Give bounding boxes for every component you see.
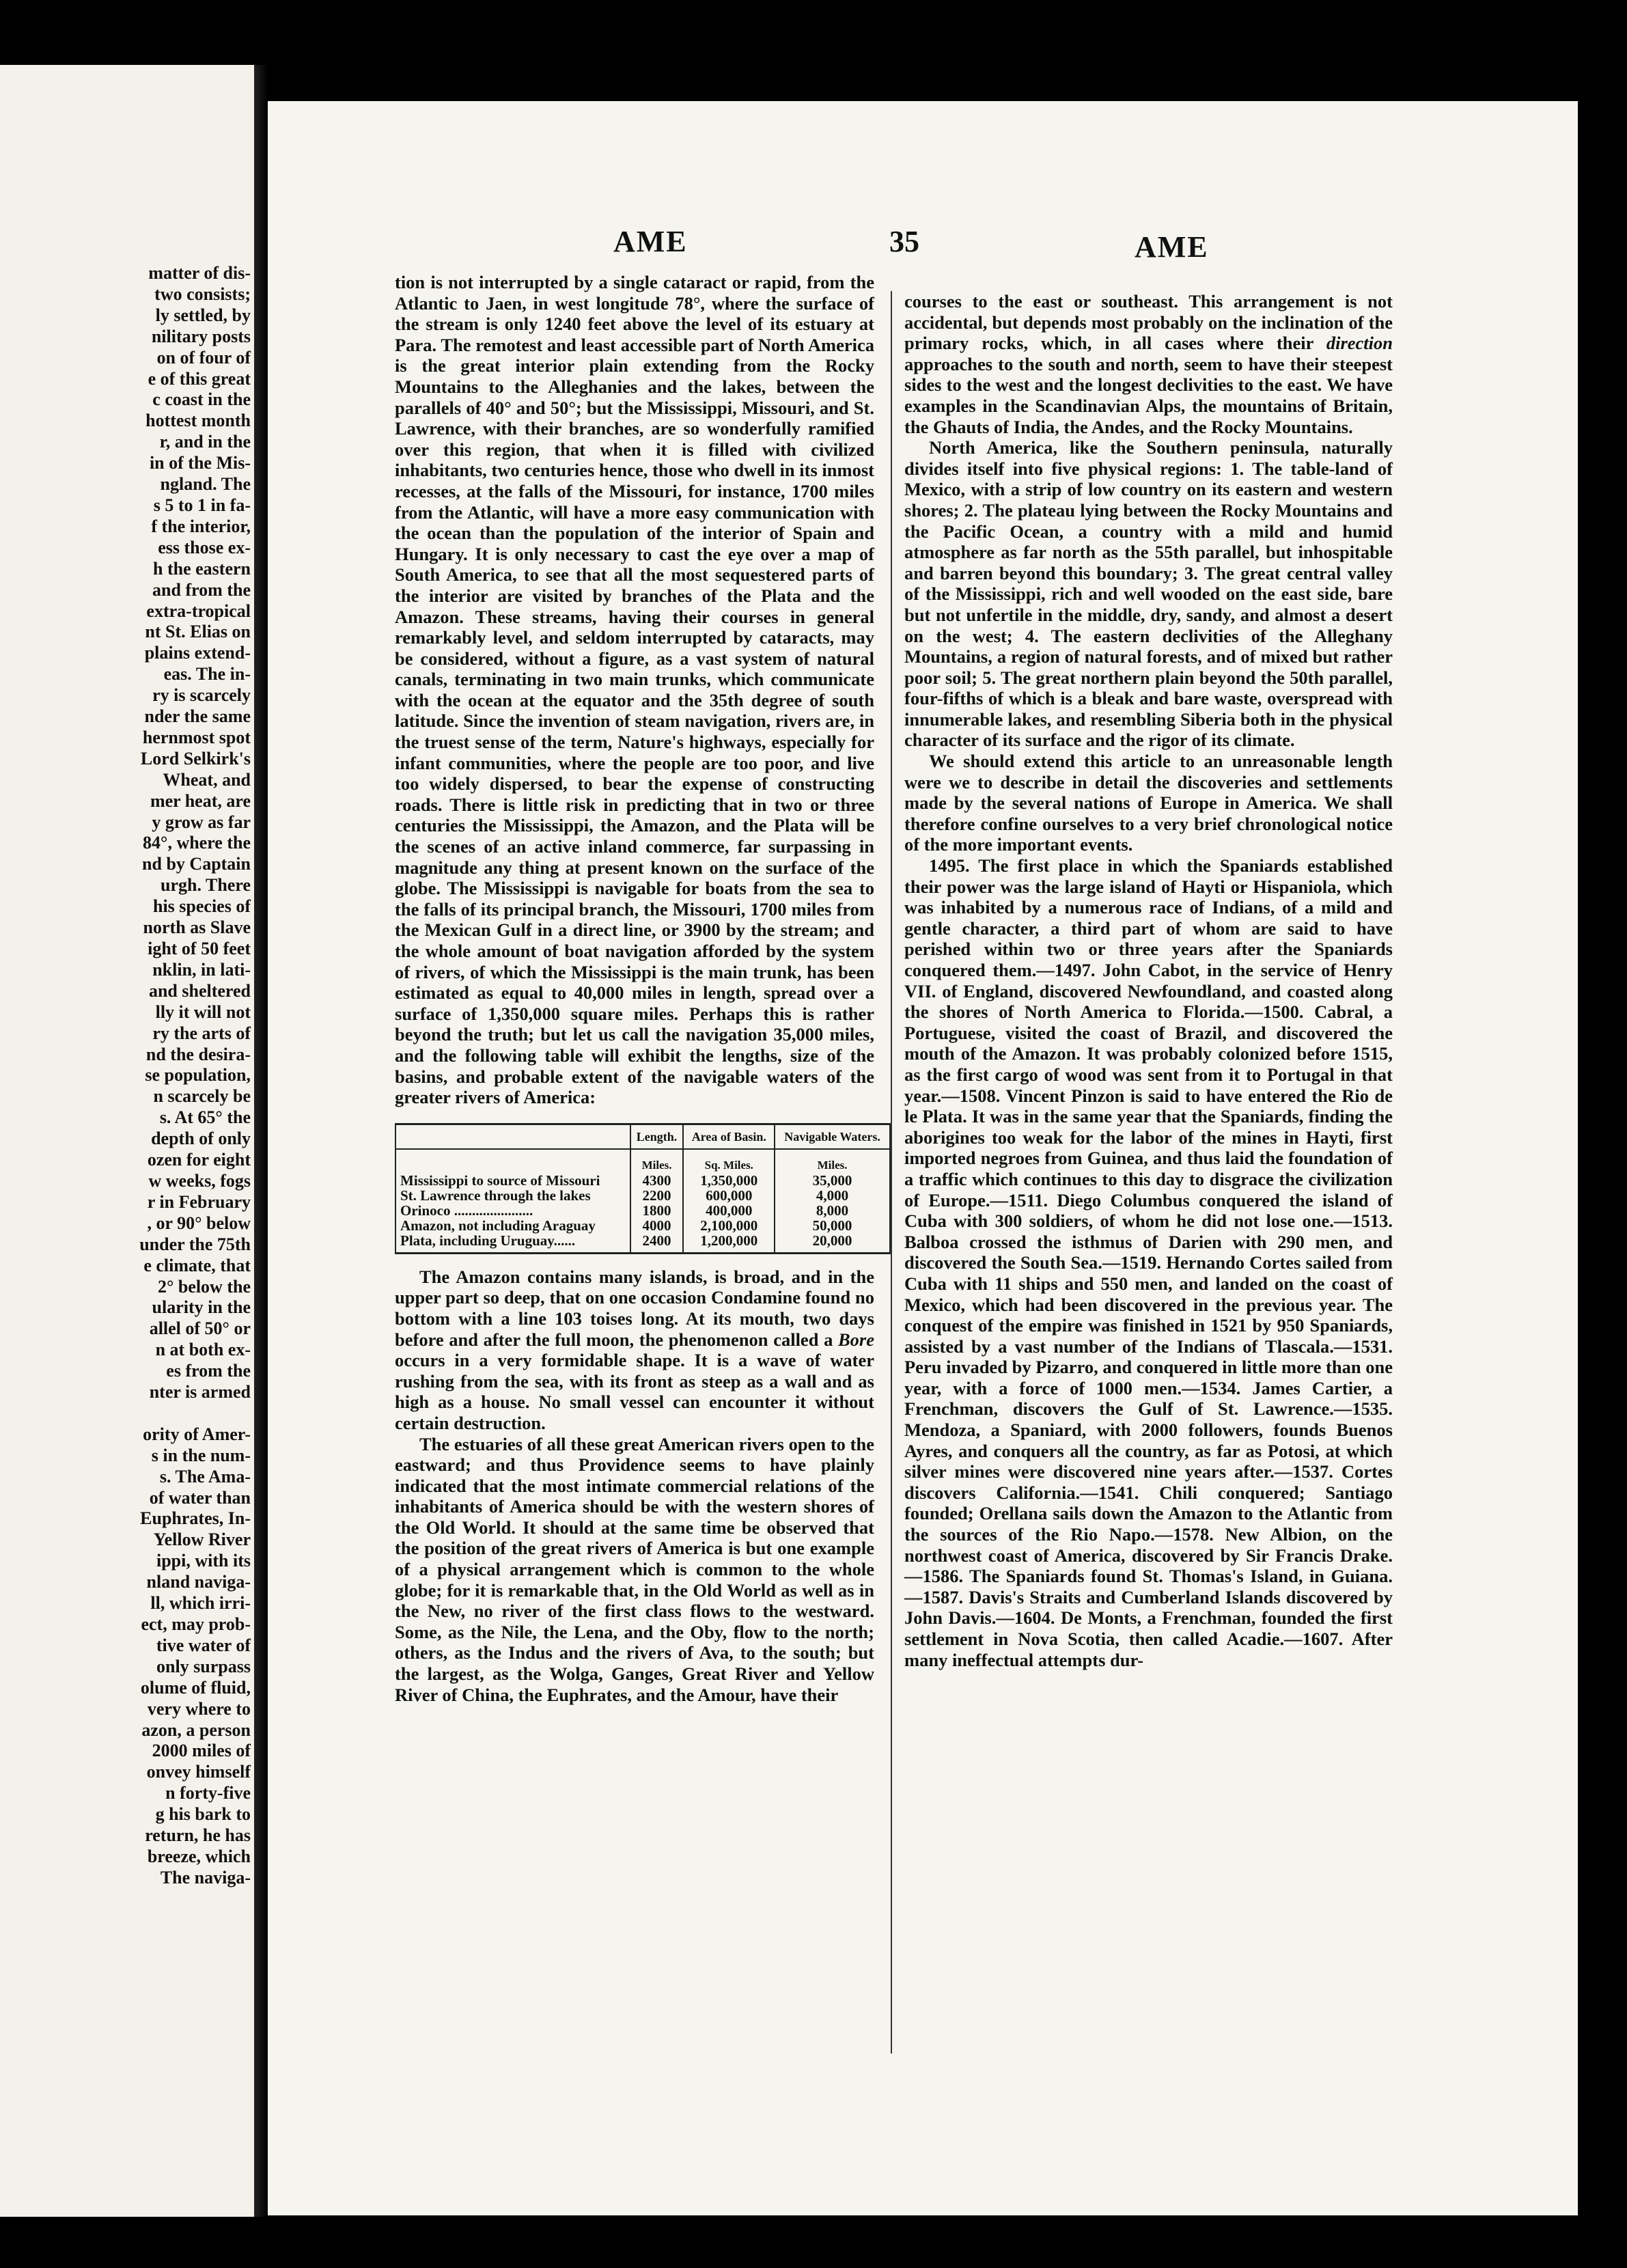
table-row	[395, 1188, 890, 1203]
table-header-river	[395, 1124, 630, 1149]
facing-page-line: es from the	[166, 1361, 251, 1381]
facing-page-line: urgh. There	[161, 875, 251, 896]
river-navigable: 4,000	[775, 1188, 890, 1203]
table-header-area: Area of Basin.	[683, 1124, 775, 1149]
facing-page-line: nder the same	[144, 706, 251, 727]
facing-page-line: extra-tropical	[146, 600, 251, 621]
facing-page-line: Lord Selkirk's	[140, 748, 251, 769]
river-length: 4300	[630, 1173, 684, 1188]
river-area: 1,350,000	[683, 1173, 775, 1188]
paragraph-amazon-bore	[395, 1267, 874, 1434]
facing-page-line: g his bark to	[155, 1804, 251, 1825]
column-divider	[891, 291, 892, 2053]
river-length: 2200	[630, 1188, 684, 1203]
facing-page-line: 2000 miles of	[152, 1741, 251, 1761]
facing-page-fragment	[0, 65, 256, 2217]
facing-page-line: allel of 50° or	[149, 1318, 251, 1339]
facing-page-line: 2° below the	[157, 1276, 251, 1297]
paragraph-estuaries: The estuaries of all these great American rivers open to the eastward; and thus Providence seems to have plainly indicated that the most intimate commercial relations of the inhabitants of America should be with the western shores of the Old World. It should at the same time be observed that the position of the great rivers of America is but one example of a physical arrangement which is common to the whole globe; for it is remarkable that, in the Old World as well as in the New, no river of the first class flows to the westward. Some, as the Nile, the Lena, and the Oby, flow to the north; others, as the Indus and the rivers of Ava, to the south; but the largest, as the Wolga, Ganges, Great River and Yellow River of China, the Euphrates, and the Amour, have their	[395, 1433, 874, 1705]
facing-page-line: on of four of	[156, 347, 251, 368]
facing-page-line: nter is armed	[149, 1382, 251, 1402]
paragraph-discoveries-intro: We should extend this article to an unreasonable length were we to describe in detail the discoveries and settlements made by the several nations of Europe in America. We shall therefore confine ourselves to a very brief chronological notice of the more important events.	[904, 751, 1393, 855]
facing-page-line: f the interior,	[151, 516, 251, 536]
facing-page-line: in of the Mis-	[149, 453, 251, 473]
document-page	[268, 101, 1578, 2215]
river-navigable: 8,000	[775, 1203, 890, 1218]
facing-page-line: The naviga-	[160, 1867, 251, 1887]
table-unit-length: Miles.	[630, 1149, 684, 1173]
facing-page-line: nklin, in lati-	[152, 959, 251, 980]
facing-page-line: lly it will not	[155, 1001, 251, 1022]
facing-page-line	[0, 1403, 251, 1424]
left-column	[395, 272, 880, 1705]
header-left-word: AME	[613, 225, 688, 258]
facing-page-line: mer heat, are	[150, 790, 251, 811]
river-navigable: 20,000	[775, 1233, 890, 1254]
paragraph-rivers-interior: tion is not interrupted by a single cataract or rapid, from the Atlantic to Jaen, in west longitude 78°, where the surface of the stream is only 1240 feet above the level of its estuary at Para. The remotest and least accessible part of North America is the great interior plain extending from the Rocky Mountains to the Alleghanies and the lakes, between the parallels of 40° and 50°; but the Mississippi, Missouri, and St. Lawrence, with their branches, are so wonderfully ramified over this region, that when it is filled with civilized inhabitants, two centuries hence, those who dwell in its inmost recesses, at the falls of the Missouri, for instance, 1700 miles from the Atlantic, will have a more easy communication with the ocean than the population of the interior of Spain and Hungary. It is only necessary to cast the eye over a map of South America, to see that all the most sequestered parts of the interior are visited by branches of the Plata and the Amazon. These streams, having their courses in general remarkably level, and seldom interrupted by cataracts, may be considered, without a figure, as a vast system of natural canals, terminating in two main trunks, which communicate with the ocean at the equator and the 35th degree of south latitude. Since the invention of steam navigation, rivers are, in the truest sense of the term, Nature's highways, especially for infant communities, where the people are too poor, and live too widely dispersed, to bear the expense of constructing roads. There is little risk in predicting that in two or three centuries the Mississippi, the Amazon, and the Plata will be the scenes of an active inland commerce, far surpassing in magnitude any thing at present known on the surface of the globe. The Mississippi is navigable for boats from the sea to the falls of its principal branch, the Missouri, 1700 miles from the Mexican Gulf in a direct line, or 3900 by the stream; and the whole amount of boat navigation afforded by the system of rivers, of which the Mississippi is the main trunk, has been estimated as equal to 40,000 miles in length, spread over a surface of 1,350,000 square miles. Perhaps this is rather beyond the truth; but let us call the navigation 35,000 miles, and the following table will exhibit the lengths, size of the basins, and probable extent of the navigable waters of the greater rivers of America:	[395, 272, 874, 1108]
facing-page-line: ry the arts of	[152, 1023, 251, 1043]
river-navigable: 50,000	[775, 1218, 890, 1233]
river-length: 4000	[630, 1218, 684, 1233]
table-header-row	[395, 1124, 890, 1149]
facing-page-line: Yellow River	[153, 1530, 251, 1550]
facing-page-line: n scarcely be	[153, 1086, 251, 1107]
page-number: 35	[889, 225, 919, 258]
arrangement-text-b: approaches to the south and north, seem to have their steepest sides to the west and the longest declivities to the east. We have examples in the Scandinavian Alps, the mountains of Britain, the Ghauts of India, the Andes, and the Rocky Mountains.	[904, 353, 1393, 437]
running-header	[268, 224, 1578, 265]
facing-page-line: return, he has	[145, 1825, 251, 1846]
facing-page-line: nland naviga-	[146, 1572, 251, 1592]
river-name: Amazon, not including Araguay	[395, 1218, 630, 1233]
facing-page-line: s. At 65° the	[159, 1107, 251, 1128]
table-row	[395, 1203, 890, 1218]
table-unit-blank	[395, 1149, 630, 1173]
river-name: Plata, including Uruguay......	[395, 1233, 630, 1254]
facing-page-line: ozen for eight	[147, 1150, 251, 1170]
arrangement-text-a: courses to the east or southeast. This arrangement is not accidental, but depends most probably on the inclination of the primary rocks, which, in all cases where their	[904, 291, 1393, 354]
facing-page-line: se population,	[145, 1065, 251, 1085]
facing-page-line: Euphrates, In-	[140, 1508, 251, 1529]
table-row	[395, 1173, 890, 1188]
facing-page-text	[0, 263, 251, 1889]
facing-page-line: 84°, where the	[143, 833, 251, 853]
facing-page-line: y grow as far	[152, 812, 251, 832]
river-name: Mississippi to source of Missouri	[395, 1173, 630, 1188]
facing-page-line: c coast in the	[152, 389, 251, 410]
facing-page-line: under the 75th	[139, 1234, 251, 1254]
page-gutter	[254, 65, 268, 2217]
facing-page-line: ly settled, by	[155, 305, 251, 325]
facing-page-line: tive water of	[156, 1635, 251, 1655]
facing-page-line: ll, which irri-	[150, 1593, 251, 1614]
paragraph-chronology: 1495. The first place in which the Spaniards established their power was the large island of Hayti or Hispaniola, which was inhabited by a numerous race of Indians, of a mild and gentle character, a third part of whom are said to have perished within two or three years after the Spaniards conquered them.—1497. John Cabot, in the service of Henry VII. of England, discovered Newfoundland, and coasted along the shores of North America to Florida.—1500. Cabral, a Portuguese, visited the coast of Brazil, and discovered the mouth of the Amazon. It was probably colonized before 1515, as the first cargo of wood was sent from it to Portugal in that year.—1508. Vincent Pinzon is said to have entered the Rio de le Plata. It was in the same year that the Spaniards, finding the aborigines too weak for the labor of the mines in Hayti, first imported negroes from Guinea, and thus laid the foundation of a traffic which continues to this day to disgrace the civilization of Europe.—1511. Diego Columbus conquered the island of Cuba with 300 soldiers, of whom he did not lose one.—1513. Balboa crossed the isthmus of Darien with 290 men, and discovered the South Sea.—1519. Hernando Cortes sailed from Cuba with 11 ships and 550 men, and landed on the coast of Mexico, which had been discovered in the previous year. The conquest of the empire was finished in 1521 by 950 Spaniards, assisted by a vast number of the Indians of Tlascala.—1531. Peru invaded by Pizarro, and conquered in little more than one year, with a force of 1000 men.—1534. James Cartier, a Frenchman, discovers the Gulf of St. Lawrence.—1535. Mendoza, a Spaniard, with 2000 followers, founds Buenos Ayres, and conquers all the country, as far as Potosi, at which silver mines were discovered nine years after.—1537. Cortes discovers California.—1541. Chili conquered; Santiago founded; Orellana sails down the Amazon to the Atlantic from the sources of the Rio Napo.—1578. New Albion, on the northwest coast of America, discovered by Sir Francis Drake.—1586. The Spaniards found St. Thomas's Island, in Guiana.—1587. Davis's Straits and Cumberland Islands discovered by John Davis.—1604. De Monts, a Frenchman, founded the first settlement in Nova Scotia, then called Acadie.—1607. After many ineffectual attempts dur-	[904, 855, 1393, 1670]
facing-page-line: hernmost spot	[142, 727, 251, 747]
facing-page-line: eas. The in-	[163, 664, 251, 684]
facing-page-line: depth of only	[151, 1129, 251, 1149]
facing-page-line: his species of	[153, 896, 251, 917]
facing-page-line: ry is scarcely	[152, 685, 251, 706]
river-length: 2400	[630, 1233, 684, 1254]
table-unit-navigable: Miles.	[775, 1149, 890, 1173]
river-name: Orinoco ......................	[395, 1203, 630, 1218]
river-name: St. Lawrence through the lakes	[395, 1188, 630, 1203]
facing-page-line: and sheltered	[148, 980, 251, 1001]
facing-page-line: onvey himself	[146, 1762, 251, 1782]
facing-page-line: breeze, which	[147, 1846, 251, 1866]
facing-page-line: n forty-five	[165, 1783, 251, 1803]
paragraph-arrangement	[904, 291, 1393, 437]
facing-page-line: r in February	[147, 1191, 251, 1212]
facing-page-line: n at both ex-	[155, 1340, 251, 1360]
facing-page-line: nilitary posts	[151, 326, 251, 346]
facing-page-line: olume of fluid,	[140, 1677, 251, 1698]
facing-page-line: nd the desira-	[145, 1044, 251, 1064]
direction-term: direction	[1326, 333, 1393, 354]
facing-page-line: hottest month	[145, 411, 251, 431]
facing-page-line: ularity in the	[152, 1297, 251, 1318]
table-unit-area: Sq. Miles.	[683, 1149, 775, 1173]
table-row	[395, 1218, 890, 1233]
facing-page-line: only surpass	[156, 1656, 251, 1676]
bore-term: Bore	[838, 1329, 874, 1350]
facing-page-line: e of this great	[148, 368, 251, 389]
facing-page-line: , or 90° below	[147, 1213, 251, 1233]
table-row	[395, 1233, 890, 1254]
river-area: 1,200,000	[683, 1233, 775, 1254]
facing-page-line: and from the	[152, 579, 251, 600]
facing-page-line: azon, a person	[141, 1719, 251, 1740]
facing-page-line: plains extend-	[144, 643, 251, 663]
facing-page-line: w weeks, fogs	[148, 1170, 251, 1191]
facing-page-line: ess those ex-	[158, 537, 251, 557]
river-length: 1800	[630, 1203, 684, 1218]
facing-page-line: h the eastern	[153, 558, 251, 579]
facing-page-line: of water than	[149, 1487, 251, 1508]
table-units-row	[395, 1149, 890, 1173]
header-right-word: AME	[1135, 230, 1209, 264]
amazon-text-a: The Amazon contains many islands, is broad, and in the upper part so deep, that on one occasion Condamine found no bottom with a line 103 toises long. At its mouth, two days before and after the full moon, the phenomenon called a	[395, 1266, 874, 1350]
rivers-table	[395, 1123, 891, 1254]
river-area: 600,000	[683, 1188, 775, 1203]
facing-page-line: ority of Amer-	[143, 1424, 251, 1444]
facing-page-line: nt St. Elias on	[145, 622, 251, 642]
facing-page-line: ngland. The	[160, 474, 251, 495]
facing-page-line: ippi, with its	[156, 1551, 251, 1571]
facing-page-line: s in the num-	[151, 1445, 251, 1465]
facing-page-line: north as Slave	[143, 917, 251, 938]
facing-page-line: r, and in the	[159, 432, 251, 452]
facing-page-line: s. The Ama-	[159, 1466, 251, 1486]
river-area: 400,000	[683, 1203, 775, 1218]
facing-page-line: ect, may prob-	[141, 1614, 251, 1634]
facing-page-line: very where to	[147, 1698, 251, 1719]
river-navigable: 35,000	[775, 1173, 890, 1188]
table-header-navigable: Navigable Waters.	[775, 1124, 890, 1149]
table-header-length: Length.	[630, 1124, 684, 1149]
facing-page-line: Wheat, and	[163, 769, 251, 790]
facing-page-line: nd by Captain	[142, 854, 251, 874]
facing-page-line: e climate, that	[143, 1255, 251, 1275]
amazon-text-b: occurs in a very formidable shape. It is a wave of water rushing from the sea, with its front as steep as a wall and as high as a house. No small vessel can encounter it without certain destruction.	[395, 1350, 874, 1433]
right-column	[904, 291, 1393, 1670]
facing-page-line: ight of 50 feet	[148, 939, 251, 958]
facing-page-line: two consists;	[154, 284, 251, 304]
facing-page-line: s 5 to 1 in fa-	[153, 495, 251, 515]
facing-page-line: matter of dis-	[148, 263, 251, 283]
river-area: 2,100,000	[683, 1218, 775, 1233]
paragraph-physical-regions: North America, like the Southern peninsula, naturally divides itself into five physical regions: 1. The table-land of Mexico, with a strip of low country on its eastern and western shores; 2. The plateau lying between the Rocky Mountains and the Pacific Ocean, a country with a mild and humid atmosphere as far north as the 55th parallel, but inhospitable and barren beyond this boundary; 3. The great central valley of the Mississippi, rich and well wooded on the east side, bare but not unfertile in the middle, dry, sandy, and almost a desert on the west; 4. The eastern declivities of the Alleghany Mountains, a region of natural forests, and of mixed but rather poor soil; 5. The great northern plain beyond the 50th parallel, four-fifths of which is a bleak and bare waste, overspread with innumerable lakes, and resembling Siberia both in the physical character of its surface and the rigor of its climate.	[904, 437, 1393, 751]
